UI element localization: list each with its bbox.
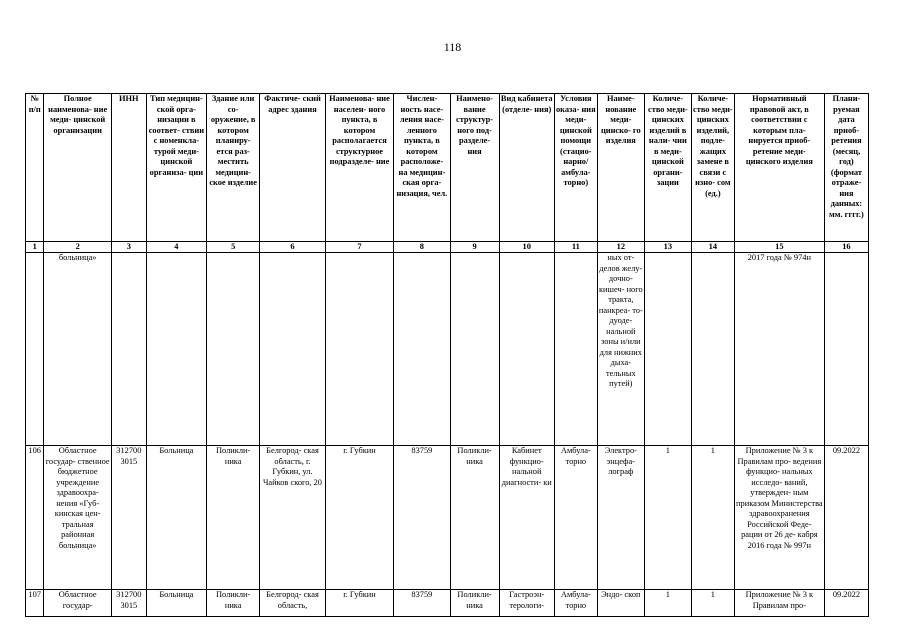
table-cell: Поликли- ника (450, 590, 499, 617)
table-cell (450, 253, 499, 446)
column-number: 8 (394, 242, 450, 253)
column-number: 13 (644, 242, 691, 253)
table-cell (146, 253, 206, 446)
table-cell: 1 (644, 590, 691, 617)
header-cell: Условия оказа- ния меди- цинской помощи (стацио- нарно/ амбула- торно) (554, 94, 597, 242)
table-cell (325, 253, 394, 446)
column-number: 7 (325, 242, 394, 253)
column-number-row (26, 242, 869, 253)
header-cell: № п/п (26, 94, 44, 242)
table-cell (394, 253, 450, 446)
table-cell (499, 253, 554, 446)
header-cell: ИНН (111, 94, 146, 242)
column-number: 11 (554, 242, 597, 253)
table-cell: Амбула- торно (554, 590, 597, 617)
table-cell: Белгород- ская область, (260, 590, 325, 617)
table-cell: Больница (146, 590, 206, 617)
table-row-continued (26, 253, 869, 446)
header-cell: Здание или со- оружение, в котором планиру- ется раз- местить медицин- ское изделие (207, 94, 260, 242)
column-number: 2 (44, 242, 112, 253)
header-cell: Нормативный правовой акт, в соответствии с которым пла- нируется приоб- ретение меди- цинского изделия (734, 94, 824, 242)
table-row-106 (26, 446, 869, 590)
column-number: 1 (26, 242, 44, 253)
table-cell (26, 253, 44, 446)
table-cell: Электро- энцефа- лограф (597, 446, 644, 590)
column-number: 3 (111, 242, 146, 253)
table-cell: ных от- делов желу- дочно- кишеч- ного тракта, панкреа- то- дуоде- нальной зоны и/или для нижних дыха- тельных путей) (597, 253, 644, 446)
table-cell: 1 (691, 590, 734, 617)
column-number: 15 (734, 242, 824, 253)
column-number: 16 (824, 242, 868, 253)
table-cell: Амбула- торно (554, 446, 597, 590)
header-cell: Вид кабинета (отделе- ния) (499, 94, 554, 242)
header-cell: Тип медицин- ской орга- низации в соответ- ствии с номенкла- турой меди- цинской организа- ции (146, 94, 206, 242)
table-cell: г. Губкин (325, 590, 394, 617)
header-cell: Наимено- вание структур- ного под- разделе- ния (450, 94, 499, 242)
header-cell: Фактиче- ский адрес здания (260, 94, 325, 242)
table-cell (111, 253, 146, 446)
table-cell: Поликли- ника (450, 446, 499, 590)
header-cell: Полное наименова- ние меди- цинской организации (44, 94, 112, 242)
table-cell: Кабинет функцио- нальной диагности- ки (499, 446, 554, 590)
table-cell: Гастроэн- терологи- (499, 590, 554, 617)
table-cell (260, 253, 325, 446)
table-cell: 09.2022 (824, 590, 868, 617)
table-row-107 (26, 590, 869, 617)
table-cell (691, 253, 734, 446)
table-cell: 1 (644, 446, 691, 590)
header-cell: Плани- руемая дата приоб- ретения (месяц, год) (формат отраже- ния данных: мм. гггг.) (824, 94, 868, 242)
column-number: 5 (207, 242, 260, 253)
table-cell: Областное государ- ственное бюджетное учреждение здравоохра- нения «Губ- кинская цен- тральная районная больница» (44, 446, 112, 590)
table-cell: 2017 года № 974н (734, 253, 824, 446)
table-cell: 312700 3015 (111, 590, 146, 617)
column-number: 10 (499, 242, 554, 253)
table-cell: 09.2022 (824, 446, 868, 590)
column-number: 9 (450, 242, 499, 253)
table-cell: Приложение № 3 к Правилам про- (734, 590, 824, 617)
column-number: 12 (597, 242, 644, 253)
header-cell: Наименова- ние населен- ного пункта, в котором располагается структурное подразделе- ние (325, 94, 394, 242)
table-cell: Эндо- скоп (597, 590, 644, 617)
table-cell: 107 (26, 590, 44, 617)
table-cell (207, 253, 260, 446)
equipment-table (25, 93, 869, 617)
table-cell: Белгород- ская область, г. Губкин, ул. Чайков ского, 20 (260, 446, 325, 590)
table-cell: Приложение № 3 к Правилам про- ведения функцио- нальных исследо- ваний, утвержден- ным приказом Министерства здравоохранения Российской Феде- рации от 26 де- кабря 2016 года № 997н (734, 446, 824, 590)
column-number: 14 (691, 242, 734, 253)
table-cell: 83759 (394, 446, 450, 590)
table-cell: г. Губкин (325, 446, 394, 590)
table-cell (554, 253, 597, 446)
table-cell: 83759 (394, 590, 450, 617)
table-cell: больница» (44, 253, 112, 446)
header-cell: Количе- ство меди- цинских изделий в нали- чии в меди- цинской органи- зации (644, 94, 691, 242)
header-cell: Количе- ство меди- цинских изделий, подле- жащих замене в связи с изно- сом (ед.) (691, 94, 734, 242)
table-cell: Областное государ- (44, 590, 112, 617)
page-number: 118 (443, 40, 462, 54)
table-cell (644, 253, 691, 446)
table-cell: Больница (146, 446, 206, 590)
table-cell (824, 253, 868, 446)
table-cell: Поликли- ника (207, 590, 260, 617)
column-number: 6 (260, 242, 325, 253)
table-cell: Поликли- ника (207, 446, 260, 590)
table-cell: 1 (691, 446, 734, 590)
header-cell: Наиме- нование меди- цинско- го изделия (597, 94, 644, 242)
table-header-row (26, 94, 869, 242)
table-cell: 312700 3015 (111, 446, 146, 590)
column-number: 4 (146, 242, 206, 253)
header-cell: Числен- ность насе- ления насе- ленного пункта, в котором расположе- на медицин- ская орга- низация, чел. (394, 94, 450, 242)
table-cell: 106 (26, 446, 44, 590)
